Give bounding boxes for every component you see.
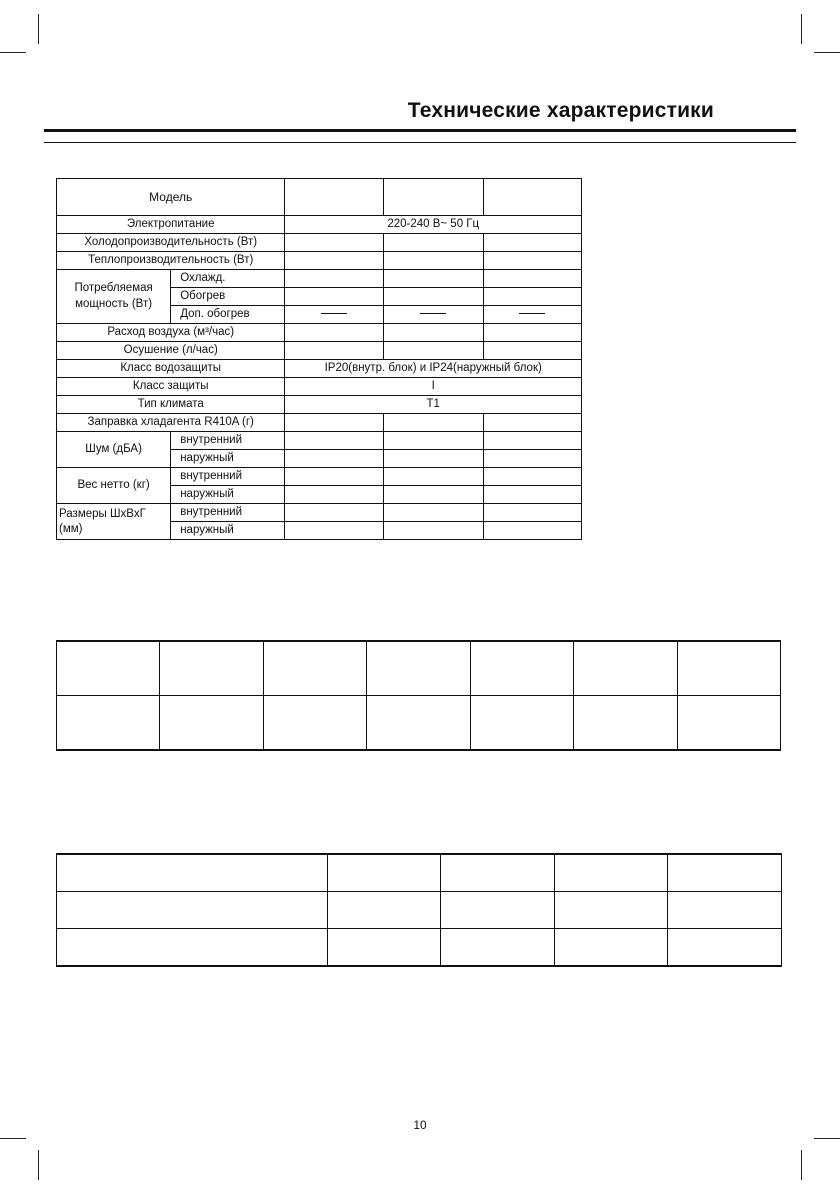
table-cell: [470, 696, 573, 751]
table-cell: [383, 414, 483, 432]
weight-indoor-label: внутренний: [171, 468, 285, 486]
table-cell: [160, 641, 263, 696]
header-rule-thin: [44, 142, 796, 143]
crop-mark: [814, 1138, 840, 1139]
table-row: [57, 234, 582, 252]
dimensions-label: Размеры ШхВхГ (мм): [57, 504, 171, 540]
table-cell: [57, 929, 328, 967]
table-row: [57, 179, 582, 216]
table-cell: [441, 929, 555, 967]
table-cell: [285, 179, 383, 216]
table-cell: [383, 468, 483, 486]
table-row: [57, 396, 582, 414]
header-rule-thick: [44, 129, 796, 132]
refrigerant-label: Заправка хладагента R410A (г): [57, 414, 285, 432]
noise-indoor-label: внутренний: [171, 432, 285, 450]
table-cell: [285, 504, 383, 522]
crop-mark: [38, 1150, 39, 1180]
table-cell: [668, 854, 782, 892]
table-cell: [483, 324, 581, 342]
table-cell: [57, 854, 328, 892]
power-supply-value: 220-240 В~ 50 Гц: [285, 216, 582, 234]
table-cell: [383, 288, 483, 306]
power-heating-label: Обогрев: [171, 288, 285, 306]
dash-mark: [321, 313, 347, 314]
table-cell: [328, 892, 441, 929]
dehumidification-label: Осушение (л/час): [57, 342, 285, 360]
table-cell: [383, 252, 483, 270]
climate-type-label: Тип климата: [57, 396, 285, 414]
table-cell: [483, 486, 581, 504]
table-cell: [441, 892, 555, 929]
crop-mark: [801, 1150, 802, 1180]
table-cell: [285, 468, 383, 486]
water-protection-label: Класс водозащиты: [57, 360, 285, 378]
table-cell: [441, 854, 555, 892]
power-cooling-label: Охлажд.: [171, 270, 285, 288]
power-aux-heating-label: Доп. обогрев: [171, 306, 285, 324]
spec-table: [56, 178, 582, 540]
table-cell: [483, 270, 581, 288]
table-cell: [57, 696, 160, 751]
table-cell: [555, 929, 668, 967]
table-cell: [383, 234, 483, 252]
table-cell: [383, 179, 483, 216]
table-cell: [483, 450, 581, 468]
crop-mark: [814, 52, 840, 53]
table-cell: [555, 892, 668, 929]
table-row: [57, 378, 582, 396]
table-cell: [483, 414, 581, 432]
table-row: [57, 324, 582, 342]
table-cell: [677, 641, 780, 696]
table-row: [57, 696, 781, 751]
table-cell: [383, 342, 483, 360]
crop-mark: [38, 14, 39, 44]
table-cell: [285, 522, 383, 540]
table-row: [57, 892, 782, 929]
table-cell: [483, 306, 581, 324]
table-cell: [285, 252, 383, 270]
table-cell: [668, 929, 782, 967]
crop-mark: [0, 52, 26, 53]
table-cell: [160, 696, 263, 751]
dash-mark: [420, 313, 446, 314]
table-row: [57, 504, 582, 522]
cooling-capacity-label: Холодопроизводительность (Вт): [57, 234, 285, 252]
table-cell: [285, 486, 383, 504]
noise-label: Шум (дБА): [57, 432, 171, 468]
table-cell: [328, 929, 441, 967]
table-cell: [555, 854, 668, 892]
table-cell: [574, 641, 677, 696]
power-consumption-label: Потребляемая мощность (Вт): [57, 270, 171, 324]
table-cell: [383, 270, 483, 288]
table-cell: [483, 342, 581, 360]
table-cell: [483, 288, 581, 306]
water-protection-value: IP20(внутр. блок) и IP24(наружный блок): [285, 360, 582, 378]
table-cell: [483, 179, 581, 216]
page-number: 10: [413, 1118, 427, 1132]
dash-mark: [519, 313, 545, 314]
table-cell: [285, 324, 383, 342]
table-cell: [285, 342, 383, 360]
table-row: [57, 342, 582, 360]
table-cell: [383, 486, 483, 504]
table-cell: [383, 522, 483, 540]
table-cell: [383, 450, 483, 468]
table-cell: [57, 641, 160, 696]
climate-type-value: T1: [285, 396, 582, 414]
net-weight-label: Вес нетто (кг): [57, 468, 171, 504]
table-cell: [383, 504, 483, 522]
power-supply-label: Электропитание: [57, 216, 285, 234]
table-cell: [367, 696, 470, 751]
model-label: Модель: [57, 179, 285, 216]
table-cell: [470, 641, 573, 696]
table-cell: [383, 306, 483, 324]
table-row: [57, 216, 582, 234]
weight-outdoor-label: наружный: [171, 486, 285, 504]
table-row: [57, 360, 582, 378]
protection-class-label: Класс защиты: [57, 378, 285, 396]
table-cell: [383, 432, 483, 450]
table-row: [57, 432, 582, 450]
table-cell: [483, 522, 581, 540]
crop-mark: [0, 1138, 26, 1139]
table-cell: [263, 696, 366, 751]
table-cell: [483, 432, 581, 450]
table-cell: [483, 504, 581, 522]
table-cell: [483, 468, 581, 486]
table-cell: [483, 234, 581, 252]
table-cell: [668, 892, 782, 929]
table-cell: [285, 306, 383, 324]
table-row: [57, 414, 582, 432]
table-cell: [285, 414, 383, 432]
dims-indoor-label: внутренний: [171, 504, 285, 522]
table-row: [57, 252, 582, 270]
table-cell: [677, 696, 780, 751]
table-cell: [383, 324, 483, 342]
table-cell: [263, 641, 366, 696]
crop-mark: [801, 14, 802, 44]
heating-capacity-label: Теплопроизводительность (Вт): [57, 252, 285, 270]
table-cell: [285, 450, 383, 468]
table-row: [57, 641, 781, 696]
noise-outdoor-label: наружный: [171, 450, 285, 468]
table-row: [57, 854, 782, 892]
table-cell: [285, 288, 383, 306]
table-cell: [574, 696, 677, 751]
table-cell: [285, 432, 383, 450]
dims-outdoor-label: наружный: [171, 522, 285, 540]
table-cell: [57, 892, 328, 929]
table-cell: [483, 252, 581, 270]
empty-table-5-columns: [56, 853, 782, 967]
table-cell: [285, 270, 383, 288]
empty-table-7-columns: [56, 640, 781, 751]
table-cell: [367, 641, 470, 696]
table-row: [57, 270, 582, 288]
table-row: [57, 468, 582, 486]
page-title: Технические характеристики: [407, 99, 714, 122]
protection-class-value: I: [285, 378, 582, 396]
airflow-label: Расход воздуха (м³/час): [57, 324, 285, 342]
table-row: [57, 929, 782, 967]
table-cell: [328, 854, 441, 892]
table-cell: [285, 234, 383, 252]
